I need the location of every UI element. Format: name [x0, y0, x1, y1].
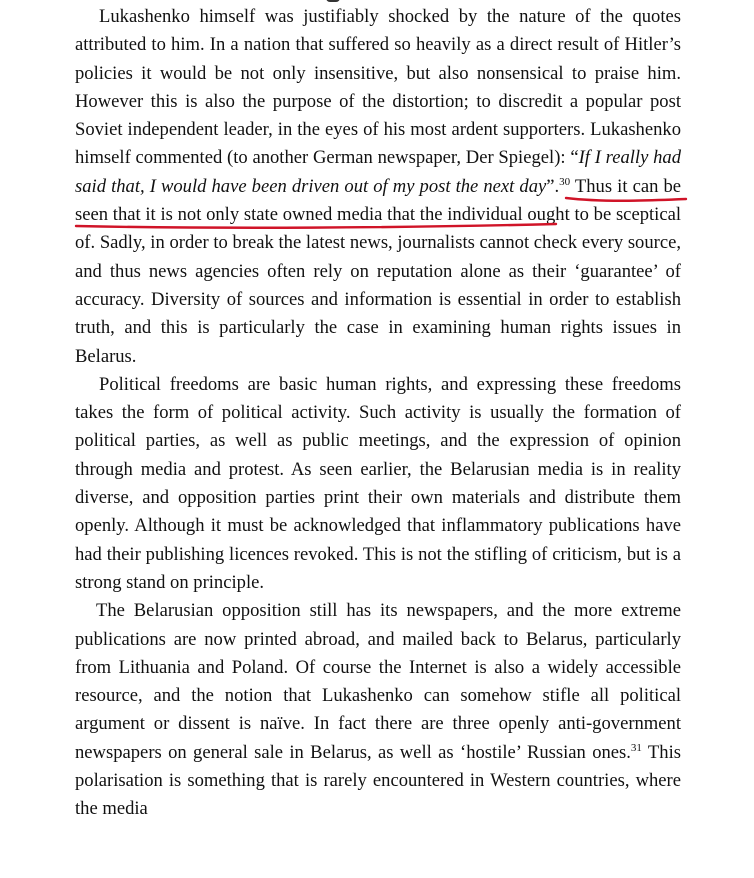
paragraph-3-text-after-footnote: This polarisation is something that is rarely encountered in Western countries, where the media — [75, 741, 681, 820]
paragraph-1-text-before-quote: Lukashenko himself was justifiably shocked by the nature of the quotes attributed to him. In a nation that suffered so heavily as a direct result of Hitler’s policies it would be not only insensitive, but also nonsensical to praise him. However this is also the purpose of the distortion; to discredit a popular post Soviet independent leader, in the eyes of his most ardent supporters. Lukashenko himself commented (to another German newspaper, Der Spiegel): “ — [75, 6, 681, 169]
paragraph-1-text-after-quote: Thus it can be seen that it is not only state owned media that the individual ought to be sceptical of. Sadly, in order to break the latest news, journalists cannot check every source, and thus news agencies often rely on reputation alone as their ‘guarantee’ of accuracy. Diversity of sources and information is essential in order to establish truth, and this is particularly the case in examining human rights issues in Belarus. — [75, 175, 681, 367]
footnote-31: 31 — [630, 741, 642, 754]
paragraph-2: Political freedoms are basic human rights, and expressing these freedoms takes the form of political activity. Such activity is usually the formation of political parties, as well as public meetings, and the expression of opinion through media and protest. As seen earlier, the Belarusian media is in reality diverse, and opposition parties print their own materials and distribute them openly. Although it must be acknowledged that inflammatory publications have had their publishing licences revoked. This is not the stifling of criticism, but is a strong stand on principle. — [75, 373, 681, 593]
paragraph-3-text-before-footnote: The Belarusian opposition still has its newspapers, and the more extreme publications are now printed abroad, and mailed back to Belarus, particularly from Lithuania and Poland. Of course the Internet is also a widely accessible resource, and the notion that Lukashenko can somehow stifle all political argument or dissent is naïve. In fact there are three openly anti-government newspapers on general sale in Belarus, as well as ‘hostile’ Russian ones. — [75, 600, 681, 763]
paragraph-3 — [75, 597, 681, 823]
quote-close: ”. — [546, 175, 560, 197]
footnote-30: 30 — [559, 175, 571, 188]
lukashenko-quote: If I really had said that, I would have been driven out of my post the next day — [75, 147, 681, 197]
paragraph-1 — [75, 3, 681, 371]
body-text — [75, 3, 681, 824]
page-edge-mark — [326, 0, 340, 2]
